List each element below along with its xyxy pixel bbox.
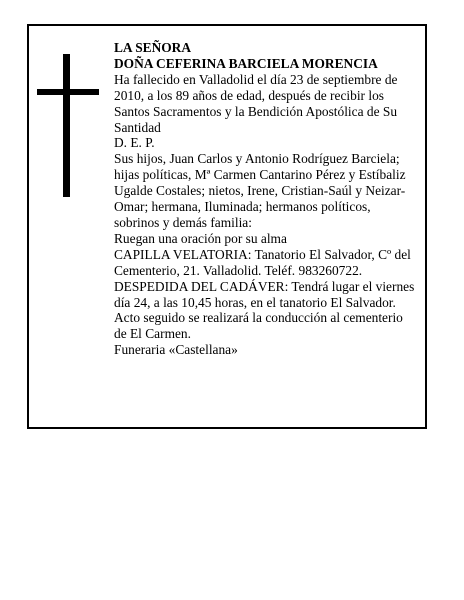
cross-icon: [37, 54, 99, 197]
obituary-title: LA SEÑORA: [114, 40, 192, 55]
rest-in-peace: D. E. P.: [114, 135, 155, 151]
death-announcement: Ha fallecido en Valladolid el día 23 de septiembre de 2010, a los 89 años de edad, después de recibir los Santos Sacramentos y la Bendición Apostólica de Su Santidad: [114, 71, 398, 135]
prayer-request: Ruegan una oración por su alma: [114, 230, 287, 246]
farewell-info: DESPEDIDA DEL CADÁVER: Tendrá lugar el viernes día 24, a las 10,45 horas, en el tanatorio El Salvador. Acto seguido se realizará la conducción al cementerio de El Carmen.: [114, 278, 415, 342]
cross-horizontal-bar: [37, 89, 99, 95]
chapel-info: CAPILLA VELATORIA: Tanatorio El Salvador, Cº del Cementerio, 21. Valladolid. Teléf. 983260722.: [114, 246, 411, 278]
obituary-text: [114, 40, 417, 358]
deceased-name: DOÑA CEFERINA BARCIELA MORENCIA: [114, 55, 378, 71]
family-list: Sus hijos, Juan Carlos y Antonio Rodríguez Barciela; hijas políticas, Mª Carmen Cantarino Pérez y Estíbaliz Ugalde Costales; nietos, Irene, Cristian-Saúl y Neizar-Omar; hermana, Iluminada; hermanos políticos, sobrinos y demás familia:: [114, 151, 406, 230]
funeral-home: Funeraria «Castellana»: [114, 342, 238, 358]
cross-vertical-bar: [63, 54, 70, 197]
